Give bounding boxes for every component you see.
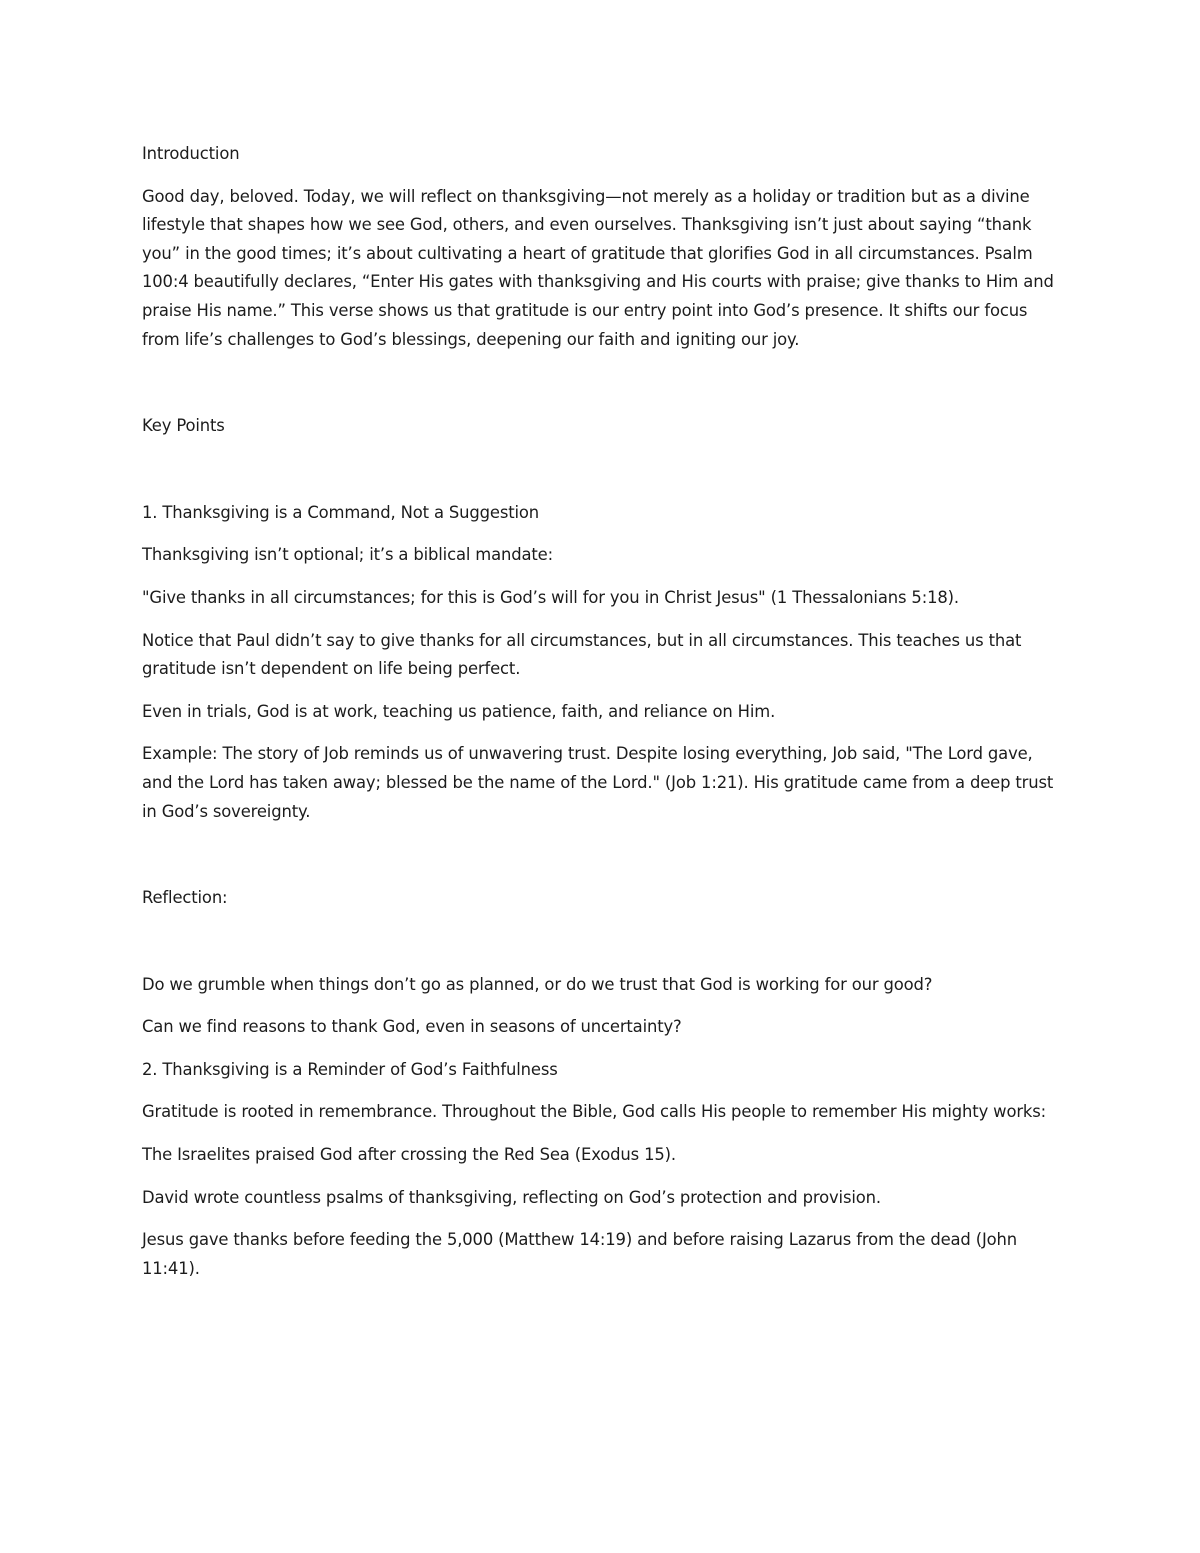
reflection-question: Can we find reasons to thank God, even in seasons of uncertainty? — [142, 1017, 682, 1037]
point1-paragraph: Even in trials, God is at work, teaching us patience, faith, and reliance on Him. — [142, 701, 776, 721]
point1-paragraph: "Give thanks in all circumstances; for this is God’s will for you in Christ Jesus" (1 Thessalonians 5:18). — [142, 587, 959, 607]
reflection-question: Do we grumble when things don’t go as planned, or do we trust that God is working for our good? — [142, 974, 933, 994]
document-body — [142, 140, 1060, 1297]
key-points-heading: Key Points — [142, 416, 225, 436]
point1-example: Example: The story of Job reminds us of unwavering trust. Despite losing everything, Job said, "The Lord gave, and the Lord has taken away; blessed be the name of the Lord." (Job 1:21). His gratitude came from a deep trust in God’s sovereignty. — [142, 744, 1054, 821]
point2-title: 2. Thanksgiving is a Reminder of God’s Faithfulness — [142, 1059, 558, 1079]
reflection-heading: Reflection: — [142, 888, 228, 908]
point1-paragraph: Thanksgiving isn’t optional; it’s a biblical mandate: — [142, 545, 553, 565]
point2-paragraph: David wrote countless psalms of thanksgiving, reflecting on God’s protection and provision. — [142, 1187, 881, 1207]
point2-paragraph: Gratitude is rooted in remembrance. Throughout the Bible, God calls His people to remember His mighty works: — [142, 1102, 1047, 1122]
point1-paragraph: Notice that Paul didn’t say to give thanks for all circumstances, but in all circumstances. This teaches us that gratitude isn’t dependent on life being perfect. — [142, 630, 1022, 679]
point1-title: 1. Thanksgiving is a Command, Not a Suggestion — [142, 502, 540, 522]
intro-heading: Introduction — [142, 144, 240, 163]
point2-paragraph: Jesus gave thanks before feeding the 5,000 (Matthew 14:19) and before raising Lazarus from the dead (John 11:41). — [142, 1230, 1018, 1278]
point2-paragraph: The Israelites praised God after crossing the Red Sea (Exodus 15). — [142, 1145, 676, 1165]
intro-paragraph: Good day, beloved. Today, we will reflect on thanksgiving—not merely as a holiday or tradition but as a divine lifestyle that shapes how we see God, others, and even ourselves. Thanksgiving isn’t just about saying “thank you” in the good times; it’s about cultivating a heart of gratitude that glorifies God in all circumstances. Psalm 100:4 beautifully declares, “Enter His gates with thanksgiving and His courts with praise; give thanks to Him and praise His name.” This verse shows us that gratitude is our entry point into God’s presence. It shifts our focus from life’s challenges to God’s blessings, deepening our faith and igniting our joy. — [142, 186, 1054, 349]
